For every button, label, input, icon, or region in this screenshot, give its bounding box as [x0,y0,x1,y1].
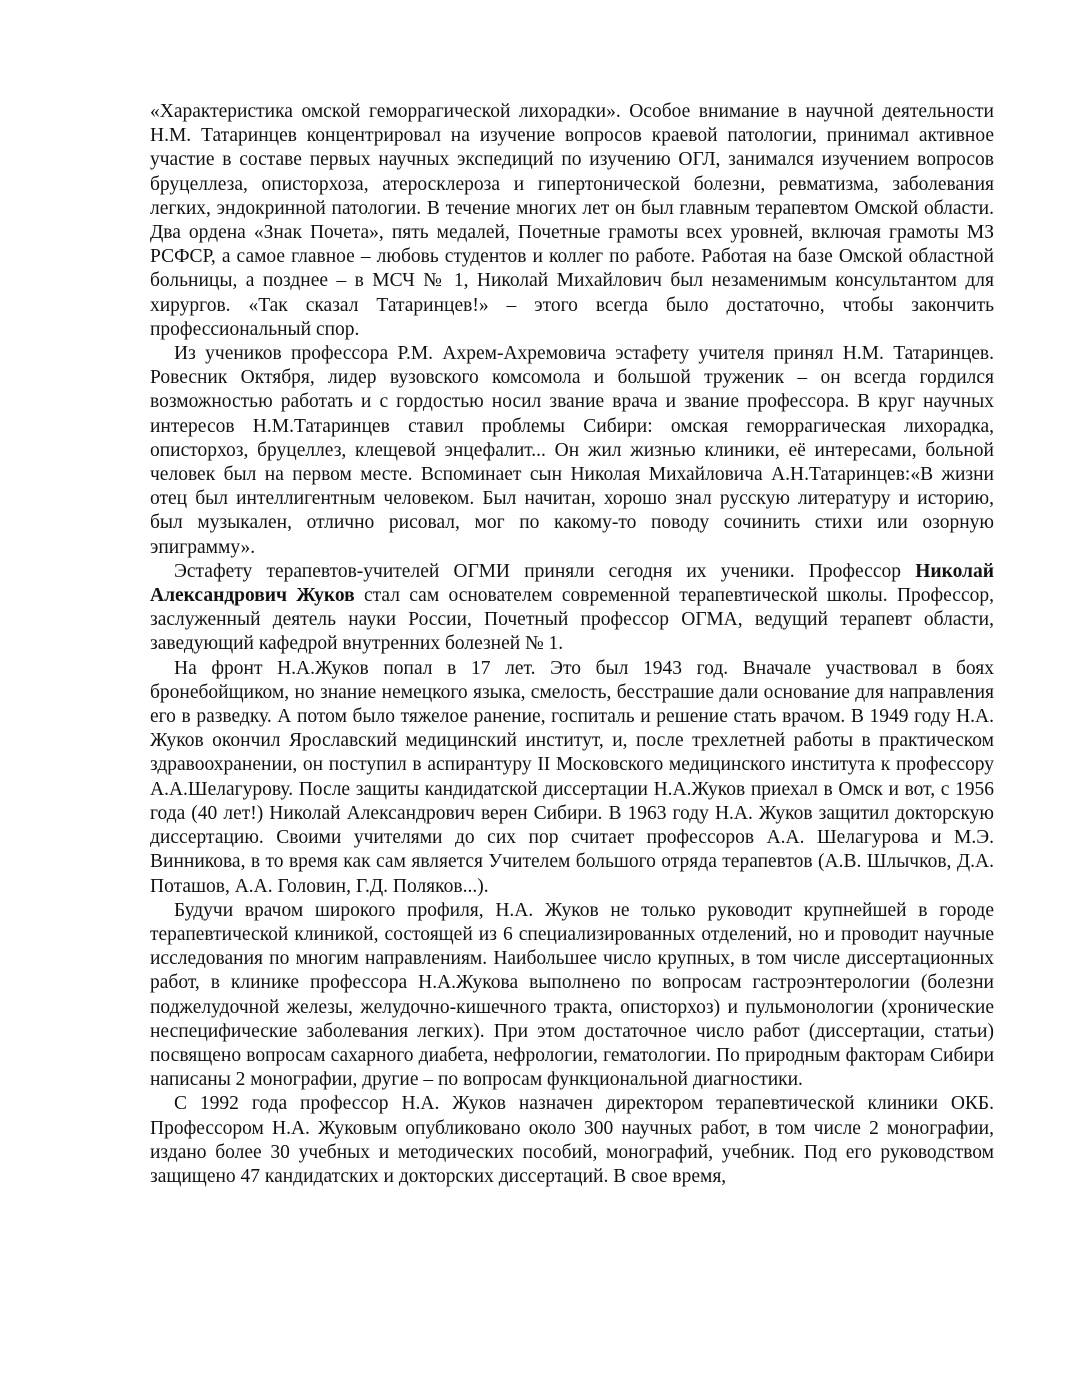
paragraph-6: С 1992 года профессор Н.А. Жуков назначен директором терапевтической клиники ОКБ. Профессором Н.А. Жуковым опубликовано около 300 научных работ, в том числе 2 монографии, издано более 30 учебных и методических пособий, монографий, учебник. Под его руководством защищено 47 кандидатских и докторских диссертаций. В свое время, [150,1093,994,1187]
paragraph-3-rest: стал сам основателем современной терапевтической школы. Профессор, заслуженный деятель науки России, Почетный профессор ОГМА, ведущий терапевт области, заведующий кафедрой внутренних болезней № 1. [150,585,994,655]
paragraph-3-lead: Эстафету терапевтов-учителей ОГМИ приняли сегодня их ученики. Профессор [174,560,916,582]
paragraph-2: Из учеников профессора Р.М. Ахрем-Ахремовича эстафету учителя принял Н.М. Татаринцев. Ровесник Октября, лидер вузовского комсомола и большой труженик – он всегда гордился возможностью работать и с гордостью носил звание врача и звание профессора. В круг научных интересов Н.М.Татаринцев ставил проблемы Сибири: омская геморрагическая лихорадка, описторхоз, бруцеллез, клещевой энцефалит... Он жил жизнью клиники, её интересами, больной человек был на первом месте. Вспоминает сын Николая Михайловича А.Н.Татаринцев:«В жизни отец был интеллигентным человеком. Был начитан, хорошо знал русскую литературу и историю, был музыкален, отлично рисовал, мог по какому-то поводу сочинить стихи или озорную эпиграмму». [150,343,994,558]
professor-name: Николай Александрович Жуков [150,560,994,607]
document-body [150,100,994,1189]
paragraph-3 [150,560,994,657]
paragraph-5: Будучи врачом широкого профиля, Н.А. Жуков не только руководит крупнейшей в городе терапевтической клиникой, состоящей из 6 специализированных отделений, но и проводит научные исследования по многим направлениям. Наибольшее число крупных, в том числе диссертационных работ, в клинике профессора Н.А.Жукова выполнено по вопросам гастроэнтерологии (болезни поджелудочной железы, желудочно-кишечного тракта, описторхоз) и пульмонологии (хронические неспецифические заболевания легких). При этом достаточное число работ (диссертации, статьи) посвящено вопросам сахарного диабета, нефрологии, гематологии. По природным факторам Сибири написаны 2 монографии, другие – по вопросам функциональной диагностики. [150,899,994,1091]
paragraph-4: На фронт Н.А.Жуков попал в 17 лет. Это был 1943 год. Вначале участвовал в боях бронебойщиком, но знание немецкого языка, смелость, бесстрашие дали основание для направления его в разведку. А потом было тяжелое ранение, госпиталь и решение стать врачом. В 1949 году Н.А. Жуков окончил Ярославский медицинский институт, и, после трехлетней работы в практическом здравоохранении, он поступил в аспирантуру II Московского медицинского института к профессору А.А.Шелагурову. После защиты кандидатской диссертации Н.А.Жуков приехал в Омск и вот, с 1956 года (40 лет!) Николай Александрович верен Сибири. В 1963 году Н.А. Жуков защитил докторскую диссертацию. Своими учителями до сих пор считает профессоров А.А. Шелагурова и М.Э. Винникова, в то время как сам является Учителем большого отряда терапевтов (А.В. Шлычков, Д.А. Поташов, А.А. Головин, Г.Д. Поляков...). [150,657,994,897]
paragraph-1: «Характеристика омской геморрагической лихорадки». Особое внимание в научной деятельности Н.М. Татаринцев концентрировал на изучение вопросов краевой патологии, принимал активное участие в составе первых научных экспедиций по изучению ОГЛ, занимался изучением вопросов бруцеллеза, описторхоза, атеросклероза и гипертонической болезни, ревматизма, заболевания легких, эндокринной патологии. В течение многих лет он был главным терапевтом Омской области. Два ордена «Знак Почета», пять медалей, Почетные грамоты всех уровней, включая грамоты МЗ РСФСР, а самое главное – любовь студентов и коллег по работе. Работая на базе Омской областной больницы, а позднее – в МСЧ № 1, Николай Михайлович был незаменимым консультантом для хирургов. «Так сказал Татаринцев!» – этого всегда было достаточно, чтобы закончить профессиональный спор. [150,101,994,340]
